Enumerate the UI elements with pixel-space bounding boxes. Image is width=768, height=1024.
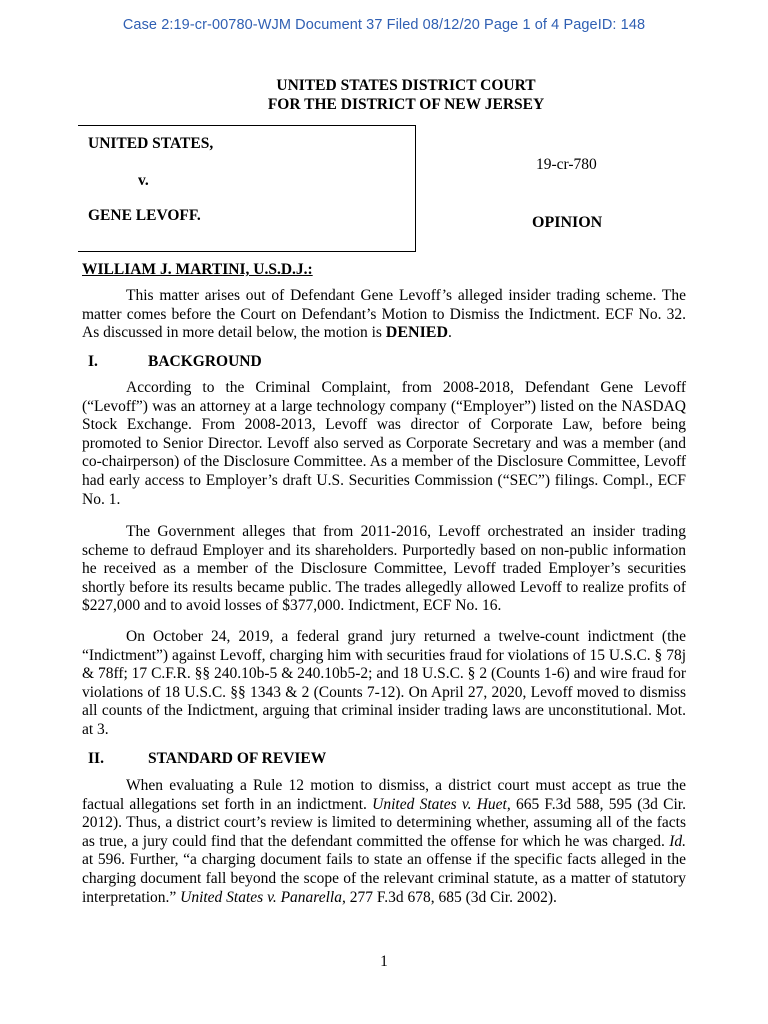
paragraph-text: According to the Criminal Complaint, from 2008-2018, Defendant Gene Levoff (“Levoff”) was an attorney at a large technology company (“Employer”) listed on the NASDAQ Stock Exchange. From 2008-2013, Levoff was director of Corporate Law, before being promoted to Senior Director. Levoff also served as Corporate Secretary and was a member (and co-chairperson) of the Disclosure Committee. As a member of the Disclosure Committee, Levoff had early access to Employer’s draft U.S. Securities Commission (“SEC”) filings. Compl., ECF No. 1. <box>82 379 686 508</box>
paragraph-text: The Government alleges that from 2011-2016, Levoff orchestrated an insider trading scheme to defraud Employer and its shareholders. Purportedly based on non-public information he received as a member of the Disclosure Committee, Levoff traded Employer’s securities shortly before its results became public. The trades allegedly allowed Levoff to realize profits of $227,000 and to avoid losses of $377,000. Indictment, ECF No. 16. <box>82 523 686 615</box>
paragraph-text: , 277 F.3d 678, 685 (3d Cir. 2002). <box>341 888 557 906</box>
paragraph-text: at 596. Further, “a charging document fails to state an offense if the specific facts alleged in the charging document fall beyond the scope of the relevant criminal statute, as a matter of statutory interpretation.” <box>82 851 686 906</box>
ruling-text: DENIED <box>385 324 449 342</box>
intro-text: This matter arises out of Defendant Gene Levoff’s alleged insider trading scheme. The matter comes before the Court on Defendant’s Motion to Dismiss the Indictment. ECF No. 32. As discussed in more detail below, the motion is <box>82 287 686 342</box>
paragraph-text: On October 24, 2019, a federal grand jury returned a twelve-count indictment (the “Indictment”) against Levoff, charging him with securities fraud for violations of 15 U.S.C. § 78j & 78ff; 17 C.F.R. §§ 240.10b-5 & 240.10b5-2; and 18 U.S.C. § 2 (Counts 1-6) and wire fraud for violations of 18 U.S.C. §§ 1343 & 2 (Counts 7-12). On April 27, 2020, Levoff moved to dismiss all counts of the Indictment, arguing that criminal insider trading laws are unconstitutional. Mot. at 3. <box>82 628 686 738</box>
section-number: II. <box>88 750 104 767</box>
background-paragraph-1 <box>82 379 686 509</box>
intro-text-end: . <box>448 324 452 342</box>
document-type-label: OPINION <box>532 214 603 231</box>
section-number: I. <box>88 353 98 370</box>
paragraph-text: When evaluating a Rule 12 motion to dismiss, a district court must accept as true the factual allegations set forth in an indictment. <box>82 777 686 813</box>
caption-plaintiff: UNITED STATES, <box>88 135 214 152</box>
judge-name: WILLIAM J. MARTINI, U.S.D.J.: <box>82 261 313 278</box>
section-heading-background <box>88 353 262 371</box>
background-paragraph-3 <box>82 628 686 740</box>
case-citation: United States v. Huet <box>372 795 507 813</box>
ecf-header-stamp: Case 2:19-cr-00780-WJM Document 37 Filed 08/12/20 Page 1 of 4 PageID: 148 <box>122 17 646 33</box>
case-citation: Id. <box>669 832 686 850</box>
case-caption-box <box>78 125 416 252</box>
section-heading-standard-of-review <box>88 750 326 768</box>
court-title-line-2: FOR THE DISTRICT OF NEW JERSEY <box>267 96 545 113</box>
docket-number: 19-cr-780 <box>536 156 597 173</box>
standard-paragraph-1 <box>82 777 686 907</box>
caption-defendant: GENE LEVOFF. <box>88 207 201 224</box>
page-number: 1 <box>380 953 388 970</box>
paragraph-text: , 665 F.3d 588, 595 (3d Cir. 2012). Thus, a district court’s review is limited to determining whether, assuming all of the facts as true, a jury could find that the defendant committed the offense for which he was charged. <box>82 795 686 850</box>
background-paragraph-2 <box>82 523 686 616</box>
intro-paragraph <box>82 287 686 343</box>
section-title: STANDARD OF REVIEW <box>148 750 327 767</box>
caption-versus: v. <box>138 172 149 189</box>
section-title: BACKGROUND <box>148 353 262 370</box>
case-citation: United States v. Panarella <box>180 888 342 906</box>
court-title-line-1: UNITED STATES DISTRICT COURT <box>276 77 536 94</box>
court-title <box>0 76 768 114</box>
